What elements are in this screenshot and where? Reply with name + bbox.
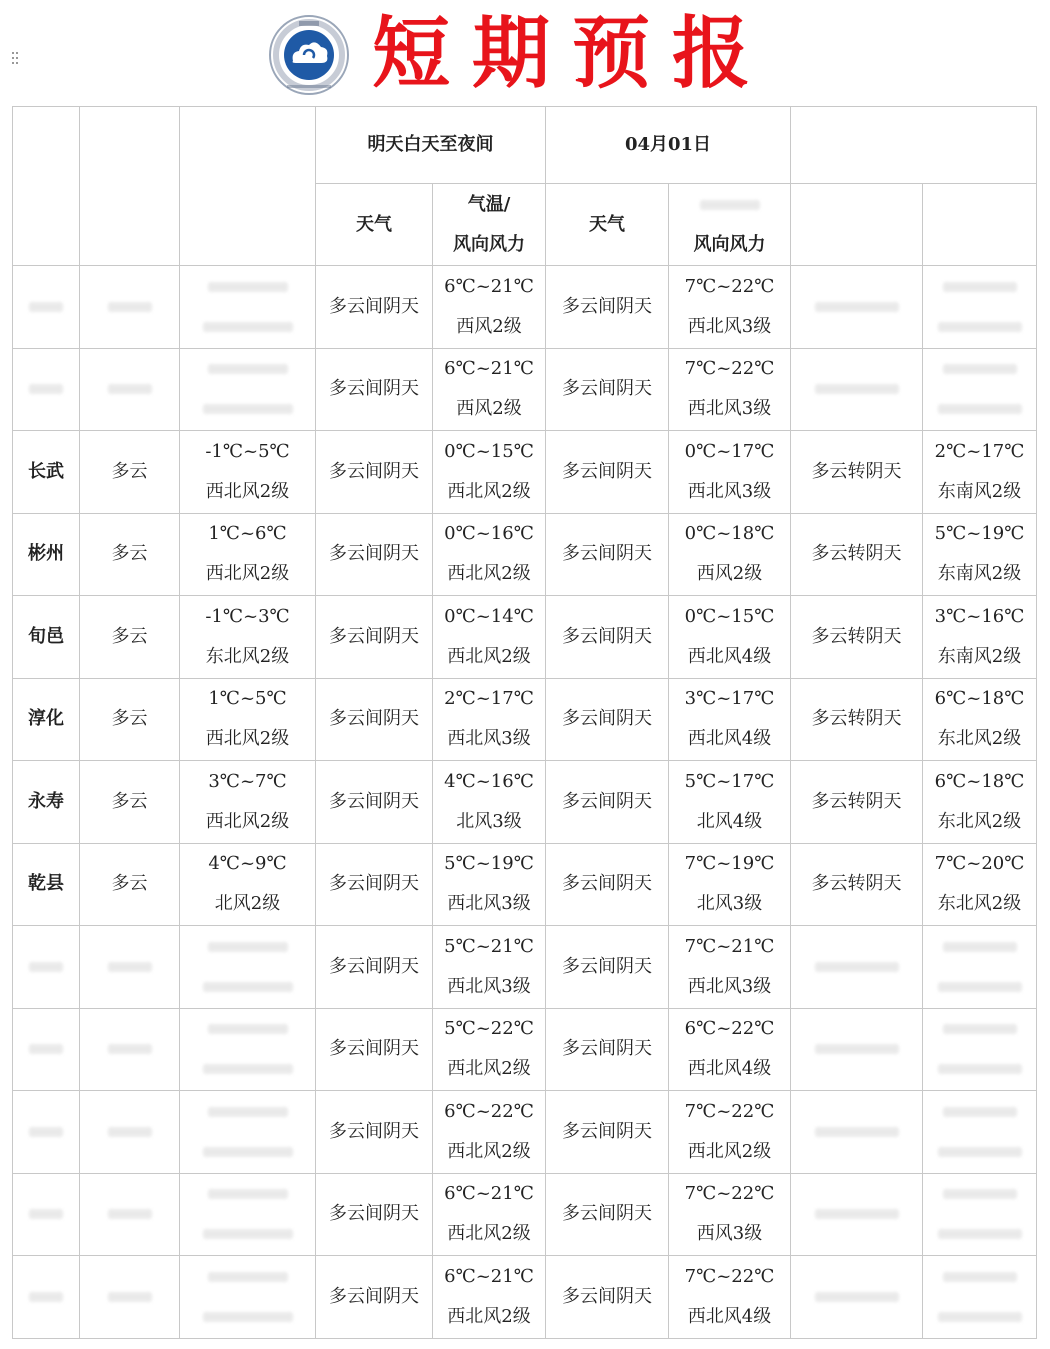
temp-range: 6℃~21℃	[444, 1183, 534, 1205]
temp-range: 0℃~15℃	[684, 605, 775, 627]
today-temp-wind	[180, 1008, 316, 1091]
temp-range: 5℃~19℃	[444, 853, 534, 875]
temp-range: 4℃~16℃	[444, 770, 534, 792]
today-weather: 多云	[80, 761, 180, 844]
drag-handle-icon	[12, 52, 20, 66]
today-weather	[80, 1091, 180, 1174]
today-weather	[80, 348, 180, 431]
day1-temp-wind	[433, 513, 546, 596]
header-wind-label: 风向风力	[453, 233, 525, 255]
day2-temp-wind	[669, 926, 791, 1009]
day1-temp-wind	[433, 1256, 546, 1339]
day2-weather: 多云间阴天	[546, 513, 669, 596]
wind-level: 东南风2级	[937, 645, 1022, 667]
day3-weather: 多云转阴天	[791, 513, 923, 596]
city-name	[13, 348, 80, 431]
temp-range: 6℃~21℃	[444, 1265, 534, 1287]
today-temp-wind	[180, 266, 316, 349]
wind-level: 西北风2级	[447, 1305, 531, 1327]
wind-level: 东北风2级	[205, 645, 290, 667]
day3-temp-wind	[923, 926, 1037, 1009]
day3-temp-wind	[923, 761, 1037, 844]
day2-temp-wind	[669, 1008, 791, 1091]
day3-weather	[791, 1008, 923, 1091]
table-row	[13, 1008, 1037, 1091]
today-temp-wind	[180, 1091, 316, 1174]
day2-weather: 多云间阴天	[546, 348, 669, 431]
temp-range: 6℃~22℃	[684, 1018, 775, 1040]
wind-level: 西北风2级	[447, 1223, 531, 1245]
header-temp-wind-3	[923, 184, 1037, 266]
day1-temp-wind	[433, 1008, 546, 1091]
temp-range: -1℃~5℃	[205, 440, 290, 462]
today-temp-wind	[180, 926, 316, 1009]
forecast-rows	[13, 266, 1037, 1339]
day2-temp-wind	[669, 596, 791, 679]
day3-temp-wind	[923, 1173, 1037, 1256]
day3-temp-wind	[923, 1256, 1037, 1339]
wind-level: 西风3级	[696, 1223, 763, 1245]
page-title: 短期预报	[372, 9, 773, 99]
temp-range: 7℃~22℃	[684, 1183, 775, 1205]
header-blurred-text	[669, 185, 790, 225]
temp-range: 2℃~17℃	[444, 688, 534, 710]
day2-weather: 多云间阴天	[546, 926, 669, 1009]
wind-level: 西北风3级	[687, 315, 772, 337]
temp-range: 0℃~14℃	[444, 605, 534, 627]
temp-range: 5℃~21℃	[444, 935, 534, 957]
day1-weather: 多云间阴天	[316, 1008, 433, 1091]
temp-range: -1℃~3℃	[205, 605, 290, 627]
temp-range: 7℃~19℃	[684, 853, 775, 875]
day3-weather	[791, 1173, 923, 1256]
day1-weather: 多云间阴天	[316, 678, 433, 761]
day2-temp-wind	[669, 843, 791, 926]
day2-weather: 多云间阴天	[546, 431, 669, 514]
table-row	[13, 513, 1037, 596]
day3-temp-wind	[923, 431, 1037, 514]
temp-range: 7℃~22℃	[684, 275, 775, 297]
temp-range: 0℃~15℃	[444, 440, 534, 462]
city-name: 旬邑	[13, 596, 80, 679]
day2-weather: 多云间阴天	[546, 1008, 669, 1091]
temp-range: 0℃~16℃	[444, 523, 534, 545]
day2-temp-wind	[669, 761, 791, 844]
day2-weather: 多云间阴天	[546, 678, 669, 761]
today-weather: 多云	[80, 678, 180, 761]
city-name: 永寿	[13, 761, 80, 844]
day3-weather	[791, 1091, 923, 1174]
day2-temp-wind	[669, 266, 791, 349]
day1-temp-wind	[433, 266, 546, 349]
day2-temp-wind	[669, 1173, 791, 1256]
today-weather	[80, 266, 180, 349]
forecast-table	[12, 106, 1037, 1339]
wind-level: 西北风2级	[447, 645, 531, 667]
table-row	[13, 1091, 1037, 1174]
day1-weather: 多云间阴天	[316, 431, 433, 514]
wind-level: 西北风2级	[205, 728, 290, 750]
day2-weather: 多云间阴天	[546, 843, 669, 926]
wind-level: 东南风2级	[937, 480, 1022, 502]
day1-temp-wind	[433, 1173, 546, 1256]
temp-range: 1℃~6℃	[208, 523, 287, 545]
day3-weather: 多云转阴天	[791, 843, 923, 926]
day3-weather	[791, 348, 923, 431]
wind-level: 西北风2级	[205, 480, 290, 502]
city-name: 长武	[13, 431, 80, 514]
temp-range: 7℃~22℃	[684, 358, 775, 380]
city-name: 彬州	[13, 513, 80, 596]
header-wind-label-2: 风向风力	[693, 233, 766, 255]
temp-range: 3℃~17℃	[684, 688, 775, 710]
city-name	[13, 1008, 80, 1091]
header-city	[13, 107, 80, 266]
wind-level: 西风2级	[696, 563, 763, 585]
today-temp-wind	[180, 596, 316, 679]
temp-range: 7℃~20℃	[934, 853, 1025, 875]
today-temp-wind	[180, 348, 316, 431]
header-date: 04月01日	[546, 107, 791, 184]
wind-level: 西北风3级	[447, 728, 531, 750]
wind-level: 西风2级	[456, 398, 522, 420]
wind-level: 西北风3级	[447, 893, 531, 915]
table-row	[13, 678, 1037, 761]
today-weather: 多云	[80, 513, 180, 596]
temp-range: 0℃~17℃	[684, 440, 775, 462]
table-row	[13, 596, 1037, 679]
wind-level: 东北风2级	[937, 893, 1022, 915]
page-header	[0, 0, 1050, 104]
day1-weather: 多云间阴天	[316, 761, 433, 844]
wind-level: 西北风2级	[447, 1058, 531, 1080]
wind-level: 北风3级	[696, 893, 763, 915]
today-weather	[80, 926, 180, 1009]
table-group-header-row	[13, 107, 1037, 184]
city-name	[13, 1256, 80, 1339]
table-row	[13, 843, 1037, 926]
today-temp-wind	[180, 761, 316, 844]
day3-temp-wind	[923, 678, 1037, 761]
day1-weather: 多云间阴天	[316, 1091, 433, 1174]
day1-weather: 多云间阴天	[316, 596, 433, 679]
day3-weather	[791, 266, 923, 349]
header-period: 明天白天至夜间	[316, 107, 546, 184]
temp-range: 6℃~21℃	[444, 275, 534, 297]
day1-temp-wind	[433, 596, 546, 679]
temp-range: 3℃~7℃	[208, 770, 287, 792]
temp-range: 0℃~18℃	[684, 523, 775, 545]
today-weather	[80, 1008, 180, 1091]
city-name	[13, 1173, 80, 1256]
wind-level: 北风4级	[696, 810, 763, 832]
table-row	[13, 761, 1037, 844]
table-row	[13, 266, 1037, 349]
table-row	[13, 348, 1037, 431]
temp-range: 6℃~18℃	[934, 688, 1025, 710]
day3-temp-wind	[923, 1091, 1037, 1174]
header-today-weather	[80, 107, 180, 266]
city-name	[13, 266, 80, 349]
today-weather: 多云	[80, 596, 180, 679]
temp-range: 4℃~9℃	[208, 853, 287, 875]
table-row	[13, 1256, 1037, 1339]
day1-temp-wind	[433, 761, 546, 844]
wind-level: 东北风2级	[937, 810, 1022, 832]
header-weather-3	[791, 184, 923, 266]
wind-level: 北风3级	[456, 810, 522, 832]
day1-temp-wind	[433, 431, 546, 514]
today-temp-wind	[180, 431, 316, 514]
today-temp-wind	[180, 513, 316, 596]
wind-level: 西北风2级	[447, 1140, 531, 1162]
temp-range: 7℃~22℃	[684, 1100, 775, 1122]
temp-range: 5℃~19℃	[934, 523, 1025, 545]
day2-weather: 多云间阴天	[546, 1173, 669, 1256]
day2-weather: 多云间阴天	[546, 596, 669, 679]
temp-range: 7℃~22℃	[684, 1265, 775, 1287]
day1-weather: 多云间阴天	[316, 843, 433, 926]
today-weather	[80, 1173, 180, 1256]
day2-temp-wind	[669, 678, 791, 761]
wind-level: 西北风3级	[687, 398, 772, 420]
today-temp-wind	[180, 678, 316, 761]
day3-temp-wind	[923, 348, 1037, 431]
today-weather: 多云	[80, 843, 180, 926]
wind-level: 西北风3级	[687, 480, 772, 502]
table-row	[13, 431, 1037, 514]
day1-temp-wind	[433, 678, 546, 761]
meteorological-seal-icon	[263, 14, 355, 96]
header-temp-wind-1	[433, 184, 546, 266]
today-weather	[80, 1256, 180, 1339]
table-row	[13, 926, 1037, 1009]
day3-temp-wind	[923, 266, 1037, 349]
day2-weather: 多云间阴天	[546, 266, 669, 349]
day2-temp-wind	[669, 1091, 791, 1174]
wind-level: 西北风2级	[447, 480, 531, 502]
temp-range: 5℃~22℃	[444, 1018, 534, 1040]
header-weather-2: 天气	[546, 184, 669, 266]
header-temp-wind-2	[669, 184, 791, 266]
day1-weather: 多云间阴天	[316, 1256, 433, 1339]
wind-level: 西北风2级	[205, 810, 290, 832]
temp-range: 1℃~5℃	[208, 688, 287, 710]
day3-temp-wind	[923, 513, 1037, 596]
wind-level: 西北风4级	[687, 728, 772, 750]
wind-level: 西北风2级	[205, 563, 290, 585]
day3-temp-wind	[923, 596, 1037, 679]
wind-level: 西北风4级	[687, 645, 772, 667]
day2-temp-wind	[669, 348, 791, 431]
day3-weather: 多云转阴天	[791, 678, 923, 761]
day2-weather: 多云间阴天	[546, 761, 669, 844]
day3-weather	[791, 1256, 923, 1339]
day2-temp-wind	[669, 513, 791, 596]
today-weather: 多云	[80, 431, 180, 514]
day1-weather: 多云间阴天	[316, 1173, 433, 1256]
today-temp-wind	[180, 1256, 316, 1339]
wind-level: 北风2级	[214, 893, 281, 915]
day3-weather: 多云转阴天	[791, 596, 923, 679]
day3-weather	[791, 926, 923, 1009]
day3-weather: 多云转阴天	[791, 761, 923, 844]
day3-temp-wind	[923, 1008, 1037, 1091]
day2-temp-wind	[669, 431, 791, 514]
day1-weather: 多云间阴天	[316, 348, 433, 431]
city-name	[13, 926, 80, 1009]
day1-weather: 多云间阴天	[316, 266, 433, 349]
today-temp-wind	[180, 1173, 316, 1256]
temp-range: 7℃~21℃	[684, 935, 775, 957]
today-temp-wind	[180, 843, 316, 926]
temp-range: 3℃~16℃	[934, 605, 1025, 627]
wind-level: 西北风4级	[687, 1058, 772, 1080]
day3-weather: 多云转阴天	[791, 431, 923, 514]
day1-temp-wind	[433, 348, 546, 431]
day3-temp-wind	[923, 843, 1037, 926]
header-temp-label: 气温/	[467, 193, 511, 215]
temp-range: 6℃~21℃	[444, 358, 534, 380]
wind-level: 西北风3级	[687, 975, 772, 997]
day2-temp-wind	[669, 1256, 791, 1339]
city-name: 淳化	[13, 678, 80, 761]
day1-weather: 多云间阴天	[316, 513, 433, 596]
temp-range: 2℃~17℃	[934, 440, 1025, 462]
wind-level: 东南风2级	[937, 563, 1022, 585]
city-name: 乾县	[13, 843, 80, 926]
wind-level: 西北风4级	[687, 1305, 772, 1327]
wind-level: 西北风3级	[447, 975, 531, 997]
day1-temp-wind	[433, 843, 546, 926]
day2-weather: 多云间阴天	[546, 1256, 669, 1339]
day1-temp-wind	[433, 926, 546, 1009]
header-day3	[791, 107, 1037, 184]
temp-range: 6℃~22℃	[444, 1100, 534, 1122]
day1-temp-wind	[433, 1091, 546, 1174]
wind-level: 西北风2级	[687, 1140, 772, 1162]
wind-level: 西风2级	[456, 315, 522, 337]
wind-level: 西北风2级	[447, 563, 531, 585]
day1-weather: 多云间阴天	[316, 926, 433, 1009]
city-name	[13, 1091, 80, 1174]
temp-range: 5℃~17℃	[684, 770, 775, 792]
wind-level: 东北风2级	[937, 728, 1022, 750]
temp-range: 6℃~18℃	[934, 770, 1025, 792]
header-today-temp-wind	[180, 107, 316, 266]
table-row	[13, 1173, 1037, 1256]
day2-weather: 多云间阴天	[546, 1091, 669, 1174]
header-weather-1: 天气	[316, 184, 433, 266]
